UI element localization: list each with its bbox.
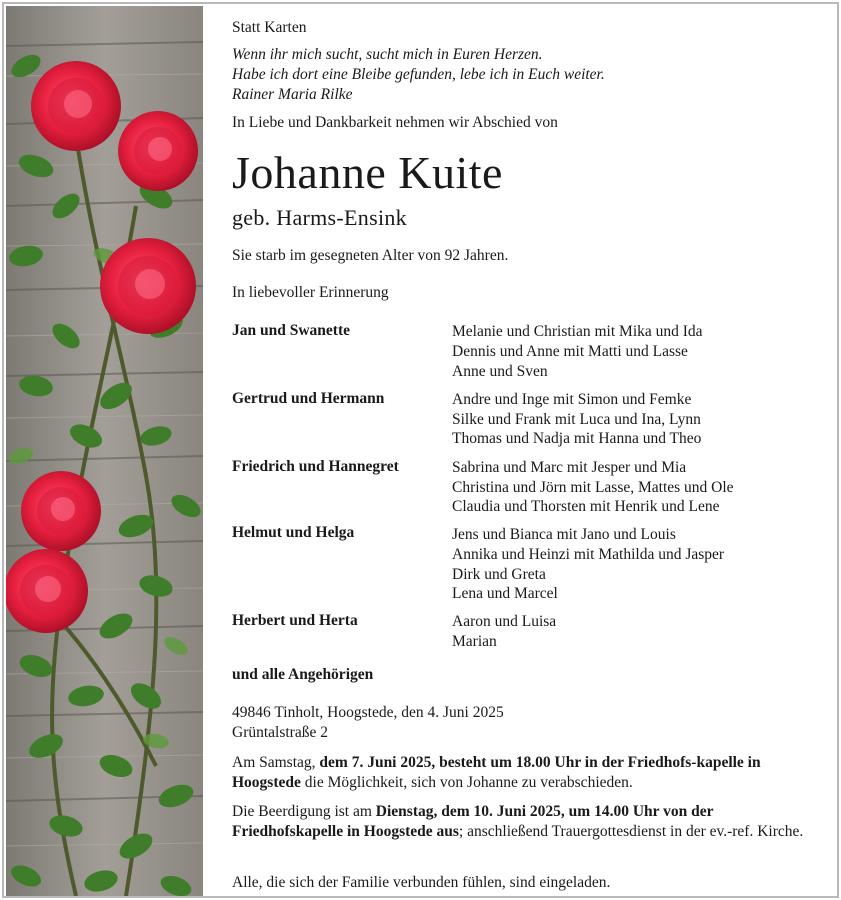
deceased-name: Johanne Kuite (232, 147, 503, 198)
family-member-line: Dirk und Greta (452, 566, 546, 583)
funeral-text-1: Die Beerdigung ist am (232, 803, 376, 820)
family-name: Herbert und Herta (232, 612, 358, 629)
birth-name: geb. Harms-Ensink (232, 205, 407, 230)
family-member-line: Andre und Inge mit Simon und Femke (452, 391, 692, 408)
family-name: Helmut und Helga (232, 524, 355, 541)
farewell-date-time: dem 7. Juni 2025, besteht um 18.00 Uhr in der Friedhofs-kapelle in Hoogstede (232, 754, 761, 791)
roses-photo (6, 6, 203, 896)
age-line: Sie starb im gesegneten Alter von 92 Jahren. (232, 247, 509, 264)
farewell-text-2: die Möglichkeit, sich von Johanne zu verabschieden. (300, 773, 633, 791)
family-member-line: Jens und Bianca mit Jano und Louis (452, 526, 676, 543)
farewell-paragraph (232, 753, 817, 793)
relatives-line: und alle Angehörigen (232, 666, 374, 683)
family-member-line: Marian (452, 633, 497, 650)
family-member-line: Aaron und Luisa (452, 613, 557, 630)
poem-line-1: Wenn ihr mich sucht, sucht mich in Euren Herzen. (232, 46, 543, 63)
family-member-line: Silke und Frank mit Luca und Ina, Lynn (452, 411, 701, 428)
address-line-2: Grüntalstraße 2 (232, 724, 328, 741)
funeral-date-time: Dienstag, dem 10. Juni 2025, um 14.00 Uhr von der Friedhofskapelle in Hoogstede aus (232, 803, 714, 840)
family-member-line: Claudia und Thorsten mit Henrik und Lene (452, 498, 720, 515)
farewell-text-1: Am Samstag, (232, 754, 320, 771)
family-member-line: Melanie und Christian mit Mika und Ida (452, 323, 703, 340)
funeral-paragraph (232, 802, 817, 842)
poem-line-2: Habe ich dort eine Bleibe gefunden, lebe ich in Euch weiter. (232, 66, 605, 83)
family-name: Friedrich und Hannegret (232, 458, 399, 475)
invitation-line: Alle, die sich der Familie verbunden fühlen, sind eingeladen. (232, 874, 611, 891)
family-name: Gertrud und Hermann (232, 390, 385, 407)
family-member-line: Dennis und Anne mit Matti und Lasse (452, 343, 688, 360)
address-line-1: 49846 Tinholt, Hoogstede, den 4. Juni 2025 (232, 704, 504, 721)
family-member-line: Christina und Jörn mit Lasse, Mattes und Ole (452, 479, 734, 496)
family-member-line: Thomas und Nadja mit Hanna und Theo (452, 430, 702, 447)
family-member-line: Anne und Sven (452, 363, 548, 380)
poem-author: Rainer Maria Rilke (232, 86, 353, 103)
family-member-line: Lena und Marcel (452, 585, 558, 602)
obituary-frame (2, 2, 839, 898)
header-note: Statt Karten (232, 19, 307, 36)
memory-line: In liebevoller Erinnerung (232, 284, 389, 301)
funeral-text-2: ; anschließend Trauergottesdienst in der ev.-ref. Kirche. (458, 822, 804, 840)
intro-line: In Liebe und Dankbarkeit nehmen wir Abschied von (232, 114, 558, 131)
family-name: Jan und Swanette (232, 322, 350, 339)
family-member-line: Sabrina und Marc mit Jesper und Mia (452, 459, 687, 476)
family-member-line: Annika und Heinzi mit Mathilda und Jasper (452, 546, 725, 563)
